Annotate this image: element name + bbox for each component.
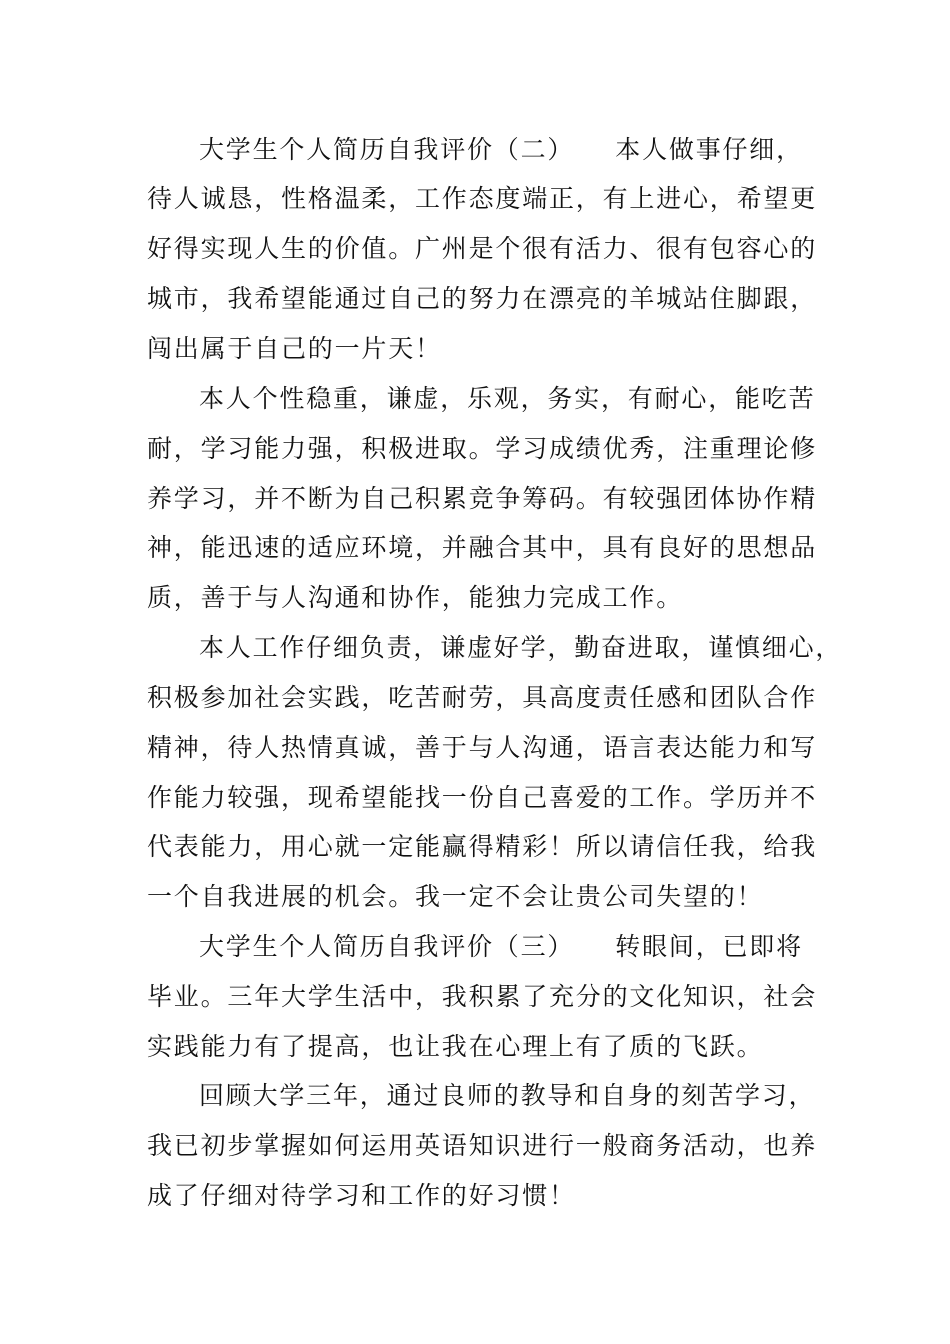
paragraph-line: 好得实现人生的价值。广州是个很有活力、很有包容心的: [147, 234, 818, 263]
paragraph-line: 一个自我进展的机会。我一定不会让贵公司失望的！: [147, 882, 764, 911]
paragraph-line: 养学习，并不断为自己积累竞争筹码。有较强团体协作精: [147, 484, 818, 513]
paragraph-line: 精神，待人热情真诚，善于与人沟通，语言表达能力和写: [147, 733, 818, 762]
paragraph-line: 回顾大学三年，通过良师的教导和自身的刻苦学习，: [199, 1081, 816, 1110]
paragraph-line: 我已初步掌握如何运用英语知识进行一般商务活动，也养: [147, 1131, 818, 1160]
paragraph-line: 待人诚恳，性格温柔，工作态度端正，有上进心，希望更: [147, 184, 818, 213]
paragraph-line: 大学生个人简历自我评价（二） 本人做事仔细，: [199, 135, 803, 164]
paragraph-line: 城市，我希望能通过自己的努力在漂亮的羊城站住脚跟，: [147, 284, 818, 313]
paragraph-line: 大学生个人简历自我评价（三） 转眼间，已即将: [199, 932, 803, 961]
paragraph-line: 成了仔细对待学习和工作的好习惯！: [147, 1181, 576, 1210]
paragraph-line: 闯出属于自己的一片天！: [147, 334, 442, 363]
paragraph-line: 代表能力，用心就一定能赢得精彩！所以请信任我，给我: [147, 832, 818, 861]
paragraph-line: 质，善于与人沟通和协作，能独力完成工作。: [147, 583, 684, 612]
paragraph-line: 积极参加社会实践，吃苦耐劳，具高度责任感和团队合作: [147, 683, 818, 712]
paragraph-line: 本人个性稳重，谦虚，乐观，务实，有耐心，能吃苦: [199, 384, 816, 413]
paragraph-line: 神，能迅速的适应环境，并融合其中，具有良好的思想品: [147, 533, 818, 562]
paragraph-line: 实践能力有了提高，也让我在心理上有了质的飞跃。: [147, 1032, 764, 1061]
paragraph-line: 作能力较强，现希望能找一份自己喜爱的工作。学历并不: [147, 783, 818, 812]
paragraph-line: 毕业。三年大学生活中，我积累了充分的文化知识，社会: [147, 982, 818, 1011]
paragraph-line: 耐，学习能力强，积极进取。学习成绩优秀，注重理论修: [147, 434, 818, 463]
paragraph-line: 本人工作仔细负责，谦虚好学，勤奋进取，谨慎细心，: [199, 633, 843, 662]
